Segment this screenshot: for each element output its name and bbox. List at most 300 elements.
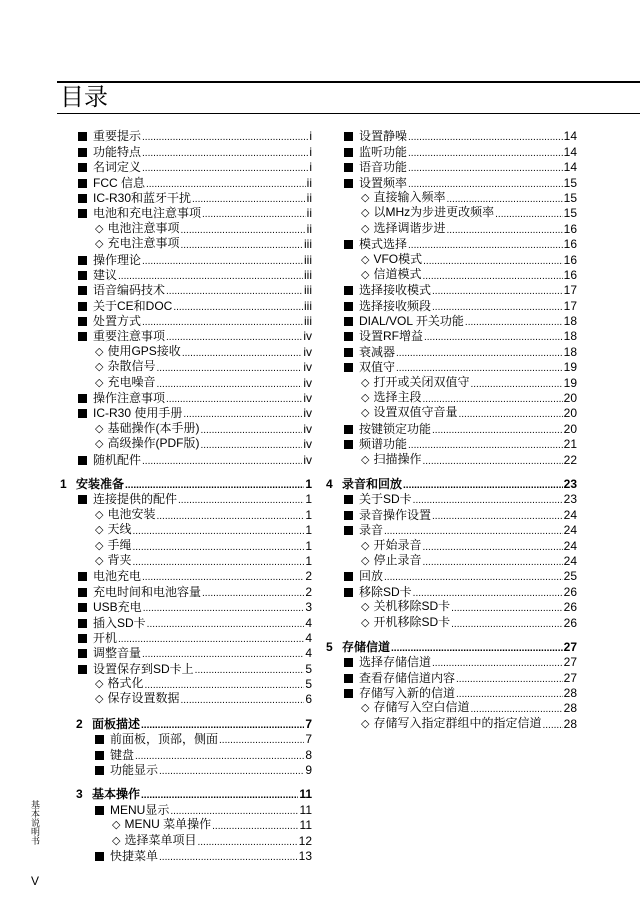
toc-label: 电池充电 [93, 569, 142, 584]
toc-item[interactable] [60, 452, 312, 467]
chapter-title: 面板描述 [92, 716, 141, 731]
toc-label: 键盘 [110, 747, 135, 762]
toc-page-number: 4 [305, 646, 312, 661]
toc-page-number: ii [306, 190, 312, 205]
toc-page-number: 24 [563, 523, 577, 538]
toc-label: 重要注意事项 [93, 329, 166, 344]
toc-item[interactable] [326, 314, 577, 329]
dot-leader [142, 455, 302, 468]
diamond-bullet-icon: ◇ [361, 539, 370, 552]
diamond-bullet-icon: ◇ [95, 238, 104, 251]
toc-item[interactable] [60, 802, 312, 817]
dot-leader [143, 602, 305, 615]
toc-subitem[interactable] [60, 344, 312, 359]
toc-label: 调整音量 [93, 646, 142, 661]
toc-label: 衰减器 [359, 344, 396, 359]
toc-page-number: 28 [563, 716, 577, 731]
toc-subitem[interactable] [60, 818, 312, 833]
dot-leader [495, 208, 563, 221]
square-bullet-icon [344, 658, 353, 667]
dot-leader [180, 694, 304, 707]
dot-leader [142, 648, 304, 661]
toc-page-number: 24 [563, 538, 577, 553]
toc-subitem[interactable] [326, 452, 577, 467]
diamond-bullet-icon: ◇ [95, 438, 104, 451]
toc-label: 插入SD卡 [93, 615, 146, 630]
toc-item[interactable] [60, 849, 312, 864]
diamond-bullet-icon: ◇ [361, 554, 370, 567]
toc-label: 以MHz为步进更改频率 [373, 205, 495, 220]
diamond-bullet-icon: ◇ [361, 616, 370, 629]
toc-item[interactable] [60, 129, 312, 144]
toc-item[interactable] [60, 584, 312, 599]
toc-item[interactable] [60, 314, 312, 329]
toc-subitem[interactable] [326, 701, 577, 716]
toc-item[interactable] [60, 615, 312, 630]
diamond-bullet-icon: ◇ [95, 678, 104, 691]
toc-item[interactable] [326, 160, 577, 175]
toc-page-number: 1 [305, 553, 312, 568]
page-title: 目录 [60, 84, 108, 111]
dot-leader [446, 224, 562, 237]
dot-leader [183, 408, 302, 421]
toc-label: IC-R30 使用手册 [93, 406, 183, 421]
dot-leader [432, 657, 563, 670]
toc-label: 扫描操作 [373, 451, 422, 466]
dot-leader [156, 510, 304, 523]
toc-label: IC-R30和蓝牙干扰 [93, 190, 192, 205]
square-bullet-icon [78, 317, 87, 326]
toc-subitem[interactable] [60, 360, 312, 375]
toc-page-number: 21 [563, 437, 577, 452]
toc-label: DIAL/VOL 开关功能 [359, 314, 464, 329]
toc-page-number: 5 [305, 661, 312, 676]
toc-chapter[interactable] [326, 640, 577, 655]
dot-leader [142, 316, 303, 329]
square-bullet-icon [344, 286, 353, 295]
toc-subitem[interactable] [60, 507, 312, 522]
toc-item[interactable] [60, 175, 312, 190]
diamond-bullet-icon: ◇ [95, 693, 104, 706]
toc-label: 存储写入空白信道 [373, 700, 470, 715]
toc-page-number: 18 [563, 329, 577, 344]
dot-leader [451, 618, 563, 631]
toc-subitem[interactable] [60, 538, 312, 553]
toc-item[interactable] [326, 283, 577, 298]
toc-page-number: 2 [305, 584, 312, 599]
diamond-bullet-icon: ◇ [361, 717, 370, 730]
toc-label: 开始录音 [373, 537, 422, 552]
toc-label: 移除SD卡 [359, 584, 412, 599]
toc-page-number: 23 [563, 476, 577, 491]
toc-subitem[interactable] [60, 437, 312, 452]
toc-label: 基础操作(本手册) [107, 420, 200, 435]
diamond-bullet-icon: ◇ [95, 376, 104, 389]
toc-label: FCC 信息 [93, 175, 145, 190]
toc-item[interactable] [60, 600, 312, 615]
square-bullet-icon [78, 665, 87, 674]
square-bullet-icon [78, 302, 87, 311]
toc-page-number: iii [304, 252, 312, 267]
square-bullet-icon [344, 317, 353, 326]
square-bullet-icon [344, 440, 353, 449]
dot-leader [451, 602, 563, 615]
toc-item[interactable] [326, 129, 577, 144]
toc-subitem[interactable] [326, 538, 577, 553]
toc-item[interactable] [326, 492, 577, 507]
toc-subitem[interactable] [326, 554, 577, 569]
toc-label: 双值守 [359, 360, 396, 375]
toc-page-number: i [309, 144, 312, 159]
toc-subitem[interactable] [326, 268, 577, 283]
toc-label: 回放 [359, 569, 384, 584]
dot-leader [156, 362, 302, 375]
toc-page-number: 1 [305, 492, 312, 507]
toc-page-number: 11 [299, 802, 312, 817]
toc-label: 操作理论 [93, 252, 142, 267]
dot-leader [408, 178, 563, 191]
chapter-title: 安装准备 [76, 476, 125, 491]
toc-page-number: 1 [305, 507, 312, 522]
square-bullet-icon [78, 271, 87, 280]
toc-label: 设置静噪 [359, 129, 408, 144]
toc-subitem[interactable] [60, 421, 312, 436]
toc-subitem[interactable] [326, 206, 577, 221]
toc-page-number: 17 [563, 283, 577, 298]
square-bullet-icon [78, 286, 87, 295]
toc-item[interactable] [326, 360, 577, 375]
dot-leader [180, 239, 303, 252]
dot-leader [146, 178, 306, 191]
toc-item[interactable] [326, 584, 577, 599]
toc-page-number: 20 [563, 406, 577, 421]
dot-leader [192, 193, 306, 206]
toc-item[interactable] [60, 144, 312, 159]
dot-leader [132, 556, 304, 569]
square-bullet-icon [78, 132, 87, 141]
toc-page-number: iii [304, 283, 312, 298]
toc-label: 关机移除SD卡 [373, 599, 451, 614]
toc-page-number: 15 [563, 206, 577, 221]
toc-subitem[interactable] [60, 692, 312, 707]
square-bullet-icon [344, 348, 353, 357]
toc-page-number: 7 [305, 732, 312, 747]
toc-item[interactable] [60, 252, 312, 267]
dot-leader [391, 642, 563, 655]
square-bullet-icon [78, 148, 87, 157]
toc-label: 信道模式 [373, 266, 422, 281]
toc-subitem[interactable] [60, 554, 312, 569]
toc-subitem[interactable] [326, 221, 577, 236]
toc-item[interactable] [60, 406, 312, 421]
diamond-bullet-icon: ◇ [361, 253, 370, 266]
toc-page-number: ii [306, 206, 312, 221]
toc-label: 开机 [93, 630, 118, 645]
toc-item[interactable] [60, 298, 312, 313]
toc-label: 充电注意事项 [107, 236, 180, 251]
toc-label: 背夹 [107, 552, 132, 567]
toc-item[interactable] [326, 523, 577, 538]
toc-item[interactable] [60, 732, 312, 747]
square-bullet-icon [344, 689, 353, 698]
square-bullet-icon [78, 332, 87, 341]
toc-chapter[interactable] [60, 716, 312, 731]
section-gap [60, 707, 312, 716]
dot-leader [202, 587, 304, 600]
diamond-bullet-icon: ◇ [361, 207, 370, 220]
square-bullet-icon [78, 456, 87, 465]
toc-subitem[interactable] [326, 615, 577, 630]
diamond-bullet-icon: ◇ [95, 361, 104, 374]
dot-leader [458, 408, 562, 421]
diamond-bullet-icon: ◇ [361, 601, 370, 614]
toc-page-number: iv [303, 329, 312, 344]
toc-chapter[interactable] [60, 787, 312, 802]
dot-leader [142, 131, 308, 144]
dot-leader [413, 494, 563, 507]
square-bullet-icon [95, 751, 104, 760]
toc-item[interactable] [326, 298, 577, 313]
toc-label: 直接输入频率 [373, 189, 446, 204]
toc-subitem[interactable] [326, 252, 577, 267]
square-bullet-icon [78, 179, 87, 188]
dot-leader [422, 455, 562, 468]
dot-leader [142, 255, 303, 268]
toc-page-number: ii [306, 175, 312, 190]
toc-label: USB充电 [93, 600, 142, 615]
diamond-bullet-icon: ◇ [361, 407, 370, 420]
toc-label: 按键锁定功能 [359, 421, 432, 436]
square-bullet-icon [344, 588, 353, 597]
section-gap [326, 631, 577, 640]
chapter-title: 录音和回放 [342, 476, 403, 491]
toc-page-number: 20 [563, 421, 577, 436]
toc-label: 频谱功能 [359, 437, 408, 452]
toc-page-number: i [309, 129, 312, 144]
toc-page-number: iv [303, 406, 312, 421]
toc-page-number: 28 [563, 686, 577, 701]
toc-item[interactable] [60, 661, 312, 676]
dot-leader [408, 439, 563, 452]
dot-leader [159, 765, 304, 778]
toc-label: 选择存储信道 [359, 655, 432, 670]
dot-leader [456, 688, 563, 701]
toc-label: 语音编码技术 [93, 283, 166, 298]
toc-subitem[interactable] [60, 677, 312, 692]
toc-label: 存储写入新的信道 [359, 686, 456, 701]
toc-label: 选择调谐步进 [373, 220, 446, 235]
toc-page-number: 9 [305, 763, 312, 778]
toc-page-number: iv [303, 452, 312, 467]
toc-item[interactable] [326, 686, 577, 701]
toc-item[interactable] [326, 437, 577, 452]
toc-item[interactable] [60, 646, 312, 661]
toc-subitem[interactable] [60, 221, 312, 236]
square-bullet-icon [78, 409, 87, 418]
dot-leader [141, 719, 304, 732]
dot-leader [432, 510, 563, 523]
toc-page-number: 25 [563, 569, 577, 584]
toc-item[interactable] [60, 160, 312, 175]
toc-label: 充电噪音 [107, 374, 156, 389]
toc-item[interactable] [60, 191, 312, 206]
toc-page-number: 24 [563, 507, 577, 522]
toc-page-number: 20 [563, 391, 577, 406]
toc-subitem[interactable] [60, 833, 312, 848]
toc-item[interactable] [60, 763, 312, 778]
dot-leader [542, 719, 562, 732]
dot-leader [432, 424, 563, 437]
toc-page-number: 14 [563, 160, 577, 175]
toc-subitem[interactable] [60, 375, 312, 390]
dot-leader [142, 571, 304, 584]
diamond-bullet-icon: ◇ [95, 524, 104, 537]
page-number: V [31, 874, 40, 888]
dot-leader [182, 347, 303, 360]
dot-leader [432, 301, 563, 314]
toc-subitem[interactable] [326, 600, 577, 615]
toc-page-number: 24 [563, 553, 577, 568]
toc-item[interactable] [60, 283, 312, 298]
toc-page-number: 16 [563, 267, 577, 282]
toc-page-number: 18 [563, 314, 577, 329]
toc-label: 设置双值守音量 [373, 405, 458, 420]
toc-label: 重要提示 [93, 129, 142, 144]
toc-label: 录音 [359, 523, 384, 538]
toc-label: 停止录音 [373, 552, 422, 567]
toc-page-number: iii [304, 298, 312, 313]
toc-item[interactable] [326, 670, 577, 685]
toc-subitem[interactable] [326, 406, 577, 421]
toc-item[interactable] [60, 329, 312, 344]
toc-label: 格式化 [107, 676, 144, 691]
toc-item[interactable] [60, 631, 312, 646]
dot-leader [446, 193, 562, 206]
square-bullet-icon [344, 495, 353, 504]
dot-leader [142, 162, 308, 175]
toc-subitem[interactable] [326, 391, 577, 406]
toc-label: 功能显示 [110, 763, 159, 778]
toc-item[interactable] [60, 268, 312, 283]
dot-leader [422, 541, 562, 554]
toc-item[interactable] [326, 329, 577, 344]
diamond-bullet-icon: ◇ [95, 422, 104, 435]
toc-page-number: 28 [563, 701, 577, 716]
dot-leader [212, 820, 298, 833]
dot-leader [170, 805, 298, 818]
toc-item[interactable] [60, 569, 312, 584]
toc-subitem[interactable] [326, 375, 577, 390]
toc-item[interactable] [60, 492, 312, 507]
toc-label: 开机移除SD卡 [373, 614, 451, 629]
toc-page-number: iv [303, 421, 312, 436]
square-bullet-icon [95, 806, 104, 815]
dot-leader [396, 347, 563, 360]
toc-item[interactable] [326, 237, 577, 252]
toc-label: VFO模式 [373, 251, 423, 266]
toc-chapter[interactable] [326, 477, 577, 492]
dot-leader [142, 147, 308, 160]
diamond-bullet-icon: ◇ [361, 268, 370, 281]
square-bullet-icon [344, 148, 353, 157]
dot-leader [470, 703, 562, 716]
toc-item[interactable] [326, 655, 577, 670]
square-bullet-icon [78, 256, 87, 265]
square-bullet-icon [78, 572, 87, 581]
toc-item[interactable] [326, 421, 577, 436]
square-bullet-icon [344, 332, 353, 341]
toc-subitem[interactable] [60, 237, 312, 252]
dot-leader [125, 479, 304, 492]
dot-leader [200, 424, 302, 437]
toc-page-number: 6 [305, 692, 312, 707]
toc-item[interactable] [326, 507, 577, 522]
toc-label: 关于CE和DOC [93, 298, 173, 313]
toc-label: 选择主段 [373, 390, 422, 405]
dot-leader [424, 331, 563, 344]
toc-page-number: iv [303, 360, 312, 375]
toc-item[interactable] [60, 206, 312, 221]
toc-label: 打开或关闭双值守 [373, 374, 470, 389]
toc-page-number: 27 [563, 670, 577, 685]
dot-leader [384, 571, 563, 584]
toc-page-number: 26 [563, 615, 577, 630]
toc-label: 录音操作设置 [359, 507, 432, 522]
toc-subitem[interactable] [60, 523, 312, 538]
toc-label: 设置保存到SD卡上 [93, 661, 194, 676]
square-bullet-icon [344, 240, 353, 249]
diamond-bullet-icon: ◇ [95, 539, 104, 552]
toc-page-number: 13 [298, 848, 312, 863]
square-bullet-icon [344, 363, 353, 372]
diamond-bullet-icon: ◇ [361, 702, 370, 715]
toc-item[interactable] [326, 175, 577, 190]
toc-left-column [60, 129, 312, 864]
toc-page-number: iv [303, 391, 312, 406]
dot-leader [173, 301, 303, 314]
toc-label: 电池注意事项 [107, 220, 180, 235]
dot-leader [178, 494, 304, 507]
square-bullet-icon [78, 394, 87, 403]
toc-page-number: 4 [305, 630, 312, 645]
toc-page-number: 14 [563, 144, 577, 159]
toc-label: 存储写入指定群组中的指定信道 [373, 715, 542, 730]
toc-label: 功能特点 [93, 144, 142, 159]
dot-leader [135, 750, 304, 763]
toc-page-number: 3 [305, 600, 312, 615]
toc-page-number: iii [304, 314, 312, 329]
toc-item[interactable] [60, 391, 312, 406]
square-bullet-icon [78, 634, 87, 643]
toc-item[interactable] [326, 144, 577, 159]
dot-leader [156, 378, 302, 391]
toc-subitem[interactable] [326, 191, 577, 206]
toc-page-number: 27 [563, 655, 577, 670]
diamond-bullet-icon: ◇ [361, 453, 370, 466]
dot-leader [202, 208, 306, 221]
toc-item[interactable] [326, 344, 577, 359]
toc-page-number: iii [304, 267, 312, 282]
toc-item[interactable] [60, 747, 312, 762]
toc-item[interactable] [326, 569, 577, 584]
toc-chapter[interactable] [60, 477, 312, 492]
chapter-title: 基本操作 [92, 787, 141, 802]
toc-page-number: 2 [305, 569, 312, 584]
toc-label: 保存设置数据 [107, 691, 180, 706]
toc-page-number: 12 [298, 833, 312, 848]
square-bullet-icon [344, 163, 353, 172]
toc-subitem[interactable] [326, 716, 577, 731]
